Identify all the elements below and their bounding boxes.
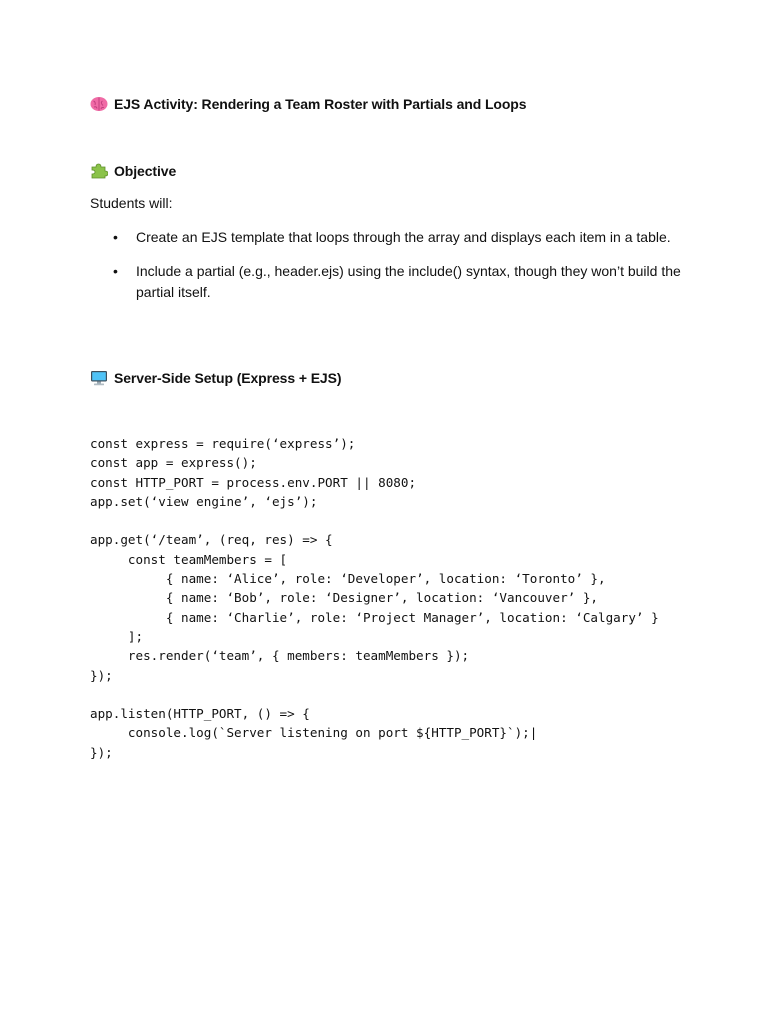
code-line: const HTTP_PORT = process.env.PORT || 8080; <box>90 474 417 490</box>
code-line: { name: ‘Charlie’, role: ‘Project Manager’, location: ‘Calgary’ } <box>90 609 659 625</box>
puzzle-icon <box>90 163 108 179</box>
code-line: res.render(‘team’, { members: teamMembers }); <box>90 648 470 664</box>
code-line: { name: ‘Bob’, role: ‘Designer’, location: ‘Vancouver’ }, <box>90 590 598 606</box>
code-line: { name: ‘Alice’, role: ‘Developer’, location: ‘Toronto’ }, <box>90 571 606 587</box>
document-title-text: EJS Activity: Rendering a Team Roster with Partials and Loops <box>114 96 527 112</box>
list-item <box>90 261 690 303</box>
code-line: }); <box>90 667 113 683</box>
code-line: app.set(‘view engine’, ‘ejs’); <box>90 493 318 509</box>
code-line: ]; <box>90 628 144 644</box>
list-item-text: Create an EJS template that loops through the array and displays each item in a table. <box>136 229 671 245</box>
server-setup-heading-text: Server-Side Setup (Express + EJS) <box>114 370 342 386</box>
code-line: const app = express(); <box>90 455 257 471</box>
code-line: }); <box>90 744 113 760</box>
code-line: const express = require(‘express’); <box>90 436 356 451</box>
computer-icon <box>90 370 108 386</box>
document-title <box>90 96 526 112</box>
server-setup-heading <box>90 370 341 386</box>
bullet-dot: • <box>113 229 118 245</box>
code-line: const teamMembers = [ <box>90 551 288 567</box>
list-item-text: Include a partial (e.g., header.ejs) using the include() syntax, though they won’t build the partial itself. <box>136 263 681 300</box>
code-block <box>90 434 659 762</box>
objective-bullet-list <box>90 227 690 316</box>
code-line: console.log(`Server listening on port ${HTTP_PORT}`);| <box>90 725 538 741</box>
brain-icon <box>90 96 108 112</box>
code-line: app.get(‘/team’, (req, res) => { <box>90 532 333 548</box>
bullet-dot: • <box>113 263 118 279</box>
objective-intro: Students will: <box>90 195 173 211</box>
objective-heading-text: Objective <box>114 163 177 179</box>
objective-heading <box>90 163 176 179</box>
list-item <box>90 227 690 248</box>
code-line: app.listen(HTTP_PORT, () => { <box>90 706 310 722</box>
